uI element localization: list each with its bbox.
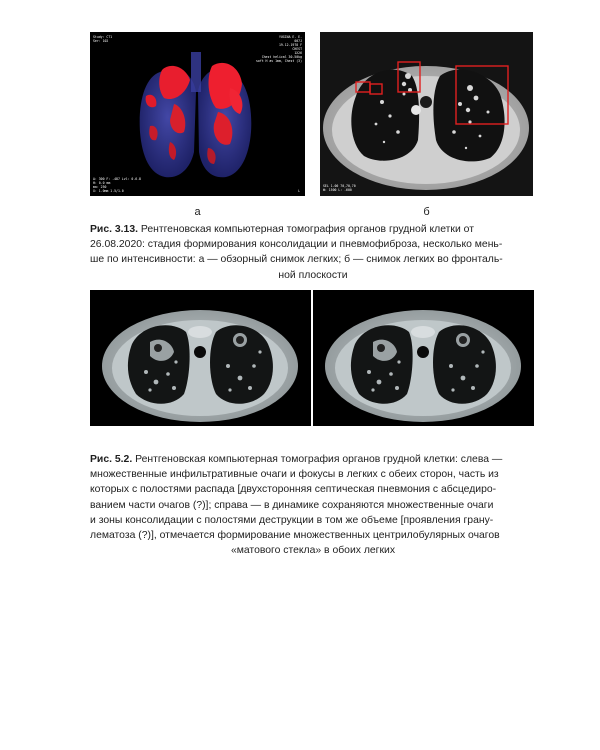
ct-comparison-image [90,290,534,426]
caption-3-13-line-3: ше по интенсивности: а — обзорный снимок легких; б — снимок легких во фронталь- [90,254,503,266]
ct-axial-slice-image [320,32,533,196]
caption-5-2-line-5: и зоны консолидации с полостями деструкции в том же объеме [проявления грану- [90,514,494,526]
overlay-bottom-right: L [298,189,300,193]
figure-3-13-panel-a [90,32,305,196]
figure-3-13-number: Рис. 3.13. [90,224,138,235]
caption-5-2-line-2: множественные инфильтративные очаги и фокусы в легких с обеих сторон, часть из [90,469,499,481]
overlay-b-bottom-left-1: SEL 1.00 70,70,70 [323,184,356,188]
overlay-top-right-3: 19.12.1978 F [278,43,302,47]
caption-3-13-line-1: Рентгеновская компьютерная томография органов грудной клетки от [140,224,474,235]
overlay-top-right-2: 007J [294,39,302,43]
figure-3-13-caption [90,222,536,283]
overlay-top-left-2: Ser: 102 [93,39,109,43]
subfigure-label-a: а [194,206,201,218]
caption-5-2-line-3: которых с полостями распада [двухсторонняя септическая пневмония с абсцедиро- [90,484,497,496]
overlay-top-right-6: Chest helical 30-50kg [261,55,302,59]
caption-5-2-line-7: «матового стекла» в обоих легких [230,545,396,557]
overlay-bottom-left-1: A: 300 F: -487 Lvl: 0.6.8 [93,177,141,181]
overlay-bottom-left-3: ma: 250 [93,185,107,189]
ct-3d-render-image [90,32,305,196]
overlay-bottom-left-2: H: 0.0 mm [93,181,111,185]
figure-5-2-image [90,290,534,426]
caption-3-13-line-2: 26.08.2020: стадия формирования консолидации и пневмофиброза, несколько мень- [90,239,503,251]
caption-5-2-line-6: лематоза (?)], отмечается формирование множественных центрилобулярных очагов [90,530,500,542]
subfigure-label-b: б [423,206,430,218]
overlay-top-left-1: Study: CT1 [93,35,113,39]
overlay-top-right-7: soft H av 1mm, Chest (3) [255,59,302,63]
overlay-top-right-4: CHEST [292,47,302,51]
figure-3-13-panel-b [320,32,533,196]
overlay-top-right-5: 1X26 [294,51,302,55]
caption-3-13-line-4: ной плоскости [278,269,348,281]
figure-5-2-number: Рис. 5.2. [90,454,133,465]
caption-5-2-line-4: ванием части очагов (?)]; справа — в динамике сохраняются множественные очаги [90,499,494,511]
caption-5-2-line-1: Рентгеновская компьютерная томография органов грудной клетки: слева — [135,454,503,465]
overlay-b-bottom-left-2: W: 1500 L: -600 [323,188,352,192]
overlay-bottom-left-4: X: 1.0mm 1.5/1.0 [93,189,124,193]
overlay-top-right-1: YUGINA E. E. [278,35,302,39]
figure-5-2-caption [90,452,536,558]
